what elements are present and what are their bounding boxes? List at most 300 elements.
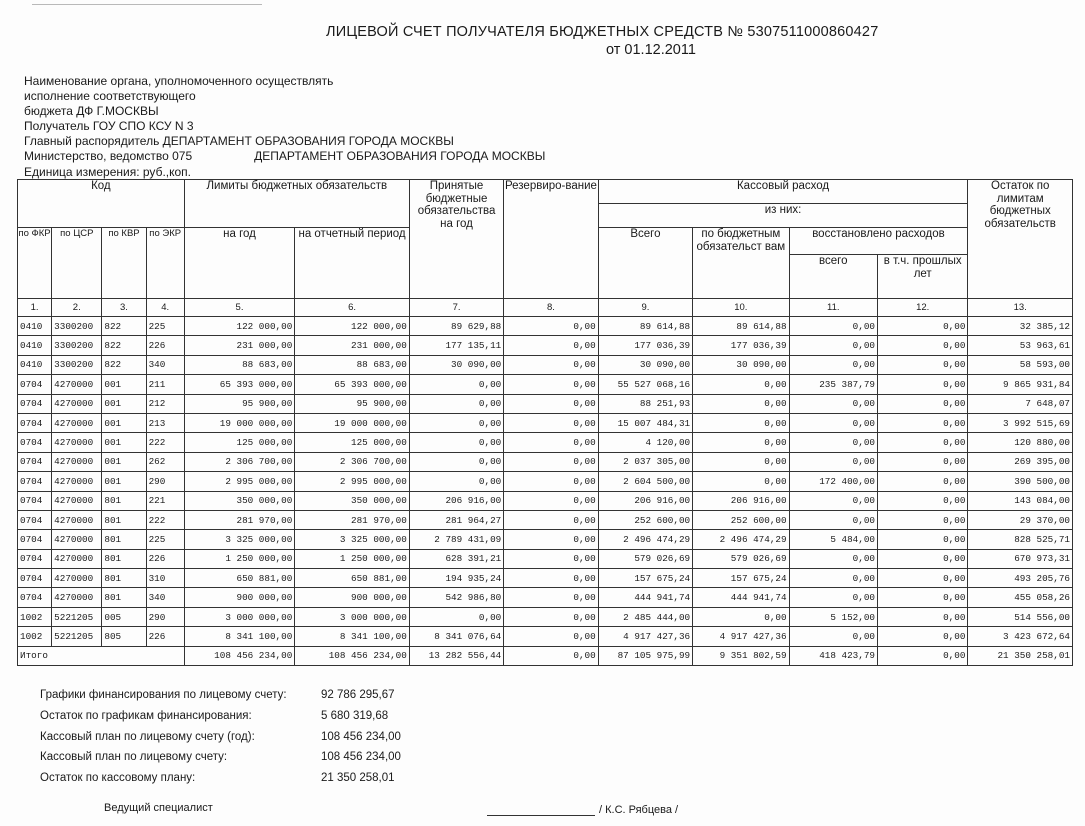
table-cell: 221 xyxy=(146,491,184,510)
column-number: 11. xyxy=(789,299,877,317)
total-cell: 108 456 234,00 xyxy=(295,646,410,665)
table-cell: 650 881,00 xyxy=(295,569,410,588)
table-cell: 0704 xyxy=(18,375,52,394)
total-cell: 418 423,79 xyxy=(789,646,877,665)
table-cell: 290 xyxy=(146,472,184,491)
table-cell: 122 000,00 xyxy=(184,317,295,336)
table-cell: 8 341 076,64 xyxy=(409,627,503,646)
table-cell: 0,00 xyxy=(877,607,967,626)
table-cell: 001 xyxy=(102,375,146,394)
table-cell: 2 037 305,00 xyxy=(598,452,692,471)
table-cell: 1 250 000,00 xyxy=(295,549,410,568)
table-cell: 206 916,00 xyxy=(409,491,503,510)
meta-line: бюджета ДФ Г.МОСКВЫ xyxy=(24,104,159,119)
table-cell: 0,00 xyxy=(504,355,598,374)
table-cell: 206 916,00 xyxy=(693,491,789,510)
table-cell: 822 xyxy=(102,336,146,355)
table-cell: 5221205 xyxy=(52,627,102,646)
header-accepted: Принятые бюджетные обязательства на год xyxy=(409,180,503,299)
table-row xyxy=(18,510,1073,529)
table-cell: 801 xyxy=(102,549,146,568)
table-cell: 4270000 xyxy=(52,394,102,413)
header-period: на отчетный период xyxy=(295,228,410,299)
table-cell: 0,00 xyxy=(789,627,877,646)
table-cell: 231 000,00 xyxy=(295,336,410,355)
table-cell: 493 205,76 xyxy=(968,569,1073,588)
header-kvr: по КВР xyxy=(102,228,146,299)
table-cell: 0704 xyxy=(18,530,52,549)
table-cell: 0,00 xyxy=(789,355,877,374)
header-of-them: из них: xyxy=(598,204,968,228)
table-cell: 001 xyxy=(102,394,146,413)
table-cell: 0,00 xyxy=(693,607,789,626)
table-cell: 0,00 xyxy=(789,317,877,336)
table-row xyxy=(18,627,1073,646)
table-cell: 0,00 xyxy=(877,530,967,549)
table-cell: 0704 xyxy=(18,472,52,491)
table-cell: 235 387,79 xyxy=(789,375,877,394)
table-cell: 8 341 100,00 xyxy=(184,627,295,646)
table-cell: 4 120,00 xyxy=(598,433,692,452)
table-cell: 2 306 700,00 xyxy=(295,452,410,471)
table-cell: 3 325 000,00 xyxy=(295,530,410,549)
table-cell: 828 525,71 xyxy=(968,530,1073,549)
header-fkr: по ФКР xyxy=(18,228,52,299)
table-cell: 0,00 xyxy=(693,452,789,471)
table-cell: 801 xyxy=(102,510,146,529)
header-ekr: по ЭКР xyxy=(146,228,184,299)
table-row xyxy=(18,588,1073,607)
table-cell: 88 251,93 xyxy=(598,394,692,413)
table-cell: 0,00 xyxy=(789,452,877,471)
header-code: Код xyxy=(18,180,185,228)
table-cell: 0,00 xyxy=(409,433,503,452)
total-cell: 21 350 258,01 xyxy=(968,646,1073,665)
table-cell: 177 036,39 xyxy=(598,336,692,355)
table-cell: 0,00 xyxy=(693,433,789,452)
table-cell: 579 026,69 xyxy=(693,549,789,568)
signer-position: Ведущий специалист xyxy=(104,802,213,814)
table-cell: 900 000,00 xyxy=(295,588,410,607)
table-cell: 177 135,11 xyxy=(409,336,503,355)
total-cell: 9 351 802,59 xyxy=(693,646,789,665)
ministry-label: Министерство, ведомство 075 xyxy=(24,149,193,164)
table-cell: 0410 xyxy=(18,355,52,374)
table-cell: 0,00 xyxy=(504,607,598,626)
table-cell: 65 393 000,00 xyxy=(295,375,410,394)
table-cell: 211 xyxy=(146,375,184,394)
table-cell: 4270000 xyxy=(52,510,102,529)
table-cell: 4270000 xyxy=(52,375,102,394)
total-row xyxy=(18,646,1073,665)
table-cell: 125 000,00 xyxy=(184,433,295,452)
table-cell: 0,00 xyxy=(877,375,967,394)
table-cell: 900 000,00 xyxy=(184,588,295,607)
table-cell: 0,00 xyxy=(504,336,598,355)
meta-line-ministry xyxy=(24,149,545,164)
table-cell: 3 423 672,64 xyxy=(968,627,1073,646)
table-cell: 0,00 xyxy=(877,336,967,355)
column-number: 5. xyxy=(184,299,295,317)
column-number-row xyxy=(18,299,1073,317)
table-cell: 4270000 xyxy=(52,452,102,471)
column-number: 7. xyxy=(409,299,503,317)
summary-value: 108 456 234,00 xyxy=(321,751,401,764)
table-cell: 0,00 xyxy=(409,472,503,491)
table-cell: 628 391,21 xyxy=(409,549,503,568)
table-cell: 0,00 xyxy=(789,588,877,607)
table-cell: 0,00 xyxy=(504,627,598,646)
table-cell: 212 xyxy=(146,394,184,413)
table-cell: 444 941,74 xyxy=(598,588,692,607)
table-cell: 0,00 xyxy=(504,433,598,452)
table-cell: 0,00 xyxy=(789,510,877,529)
table-cell: 005 xyxy=(102,607,146,626)
table-cell: 2 496 474,29 xyxy=(598,530,692,549)
table-cell: 3300200 xyxy=(52,317,102,336)
table-cell: 310 xyxy=(146,569,184,588)
table-cell: 0,00 xyxy=(877,491,967,510)
table-cell: 0,00 xyxy=(409,413,503,432)
summary-label: Остаток по графикам финансирования: xyxy=(40,709,252,722)
table-row xyxy=(18,569,1073,588)
summary-value: 5 680 319,68 xyxy=(321,709,389,722)
summary-value: 108 456 234,00 xyxy=(321,730,401,743)
table-cell: 0,00 xyxy=(789,336,877,355)
column-number: 8. xyxy=(504,299,598,317)
table-cell: 3 000 000,00 xyxy=(184,607,295,626)
total-cell: 0,00 xyxy=(504,646,598,665)
table-cell: 1002 xyxy=(18,607,52,626)
table-cell: 5221205 xyxy=(52,607,102,626)
column-number: 2. xyxy=(52,299,102,317)
summary-label: Кассовый план по лицевому счету (год): xyxy=(40,730,255,743)
table-cell: 15 007 484,31 xyxy=(598,413,692,432)
table-cell: 4270000 xyxy=(52,413,102,432)
header-restored: восстановлено расходов xyxy=(789,228,968,255)
table-cell: 269 395,00 xyxy=(968,452,1073,471)
header-total: Всего xyxy=(598,228,692,299)
table-cell: 4270000 xyxy=(52,433,102,452)
table-cell: 8 341 100,00 xyxy=(295,627,410,646)
table-cell: 4270000 xyxy=(52,549,102,568)
table-cell: 650 881,00 xyxy=(184,569,295,588)
summary-value: 92 786 295,67 xyxy=(321,689,395,701)
table-cell: 0,00 xyxy=(409,452,503,471)
table-cell: 0704 xyxy=(18,549,52,568)
header-csr: по ЦСР xyxy=(52,228,102,299)
table-cell: 0,00 xyxy=(504,530,598,549)
table-cell: 670 973,31 xyxy=(968,549,1073,568)
table-cell: 0,00 xyxy=(504,588,598,607)
table-cell: 801 xyxy=(102,569,146,588)
table-cell: 226 xyxy=(146,627,184,646)
table-cell: 213 xyxy=(146,413,184,432)
table-cell: 252 600,00 xyxy=(693,510,789,529)
table-cell: 262 xyxy=(146,452,184,471)
table-cell: 0,00 xyxy=(877,452,967,471)
total-cell: 13 282 556,44 xyxy=(409,646,503,665)
table-cell: 58 593,00 xyxy=(968,355,1073,374)
table-cell: 350 000,00 xyxy=(184,491,295,510)
table-cell: 514 556,00 xyxy=(968,607,1073,626)
table-cell: 125 000,00 xyxy=(295,433,410,452)
table-row xyxy=(18,355,1073,374)
table-cell: 0,00 xyxy=(504,413,598,432)
table-cell: 206 916,00 xyxy=(598,491,692,510)
table-cell: 281 970,00 xyxy=(184,510,295,529)
table-row xyxy=(18,530,1073,549)
table-cell: 0,00 xyxy=(789,569,877,588)
table-cell: 3 325 000,00 xyxy=(184,530,295,549)
table-cell: 222 xyxy=(146,510,184,529)
table-cell: 1002 xyxy=(18,627,52,646)
table-cell: 0,00 xyxy=(877,472,967,491)
table-row xyxy=(18,336,1073,355)
table-cell: 822 xyxy=(102,355,146,374)
table-cell: 2 496 474,29 xyxy=(693,530,789,549)
table-cell: 9 865 931,84 xyxy=(968,375,1073,394)
total-label: Итого xyxy=(18,646,185,665)
table-cell: 340 xyxy=(146,588,184,607)
table-cell: 0,00 xyxy=(877,549,967,568)
table-cell: 0,00 xyxy=(504,472,598,491)
table-cell: 65 393 000,00 xyxy=(184,375,295,394)
table-cell: 225 xyxy=(146,530,184,549)
table-cell: 0,00 xyxy=(789,549,877,568)
header-year: на год xyxy=(184,228,295,299)
table-cell: 542 986,80 xyxy=(409,588,503,607)
table-cell: 0,00 xyxy=(789,394,877,413)
signature-line xyxy=(487,815,595,816)
header-cash: Кассовый расход xyxy=(598,180,968,204)
summary-value: 21 350 258,01 xyxy=(321,772,395,785)
table-cell: 222 xyxy=(146,433,184,452)
table-row xyxy=(18,433,1073,452)
table-cell: 0410 xyxy=(18,336,52,355)
table-cell: 0,00 xyxy=(789,413,877,432)
table-cell: 29 370,00 xyxy=(968,510,1073,529)
table-cell: 0,00 xyxy=(877,569,967,588)
table-row xyxy=(18,491,1073,510)
table-cell: 390 500,00 xyxy=(968,472,1073,491)
meta-line: Наименование органа, уполномоченного осуществлять xyxy=(24,74,334,88)
table-cell: 801 xyxy=(102,491,146,510)
table-cell: 4 917 427,36 xyxy=(598,627,692,646)
table-cell: 177 036,39 xyxy=(693,336,789,355)
table-cell: 4270000 xyxy=(52,530,102,549)
table-cell: 4270000 xyxy=(52,588,102,607)
table-cell: 0,00 xyxy=(693,472,789,491)
table-cell: 143 084,00 xyxy=(968,491,1073,510)
table-cell: 7 648,07 xyxy=(968,394,1073,413)
table-cell: 0,00 xyxy=(693,394,789,413)
summary-label: Остаток по кассовому плану: xyxy=(40,772,196,785)
table-cell: 89 614,88 xyxy=(598,317,692,336)
header-remain: Остаток по лимитам бюджетных обязательств xyxy=(968,180,1073,299)
table-cell: 0,00 xyxy=(877,355,967,374)
table-cell: 0,00 xyxy=(693,375,789,394)
table-cell: 4270000 xyxy=(52,569,102,588)
table-body xyxy=(18,317,1073,647)
column-number: 3. xyxy=(102,299,146,317)
table-cell: 0410 xyxy=(18,317,52,336)
table-cell: 2 306 700,00 xyxy=(184,452,295,471)
meta-line: Получатель ГОУ СПО КСУ N 3 xyxy=(24,119,194,134)
meta-line: исполнение соответствующего xyxy=(24,89,196,104)
total-cell: 87 105 975,99 xyxy=(598,646,692,665)
table-row xyxy=(18,472,1073,491)
header-by-obligations: по бюджетным обязательст вам xyxy=(693,228,789,299)
table-cell: 172 400,00 xyxy=(789,472,877,491)
table-cell: 5 152,00 xyxy=(789,607,877,626)
table-cell: 226 xyxy=(146,336,184,355)
table-cell: 805 xyxy=(102,627,146,646)
column-number: 10. xyxy=(693,299,789,317)
table-cell: 0,00 xyxy=(877,413,967,432)
table-cell: 3 000 000,00 xyxy=(295,607,410,626)
table-cell: 0704 xyxy=(18,394,52,413)
table-row xyxy=(18,452,1073,471)
table-cell: 30 090,00 xyxy=(693,355,789,374)
account-table xyxy=(17,179,1073,666)
table-cell: 0,00 xyxy=(877,627,967,646)
table-row xyxy=(18,317,1073,336)
total-cell: 108 456 234,00 xyxy=(184,646,295,665)
document-date: от 01.12.2011 xyxy=(606,42,696,58)
table-cell: 455 058,26 xyxy=(968,588,1073,607)
document-title: ЛИЦЕВОЙ СЧЕТ ПОЛУЧАТЕЛЯ БЮДЖЕТНЫХ СРЕДСТВ № 5307511000860427 xyxy=(326,24,879,40)
table-cell: 157 675,24 xyxy=(693,569,789,588)
document-meta xyxy=(24,74,545,180)
table-cell: 3300200 xyxy=(52,355,102,374)
table-cell: 95 900,00 xyxy=(295,394,410,413)
table-cell: 0704 xyxy=(18,588,52,607)
header-limits: Лимиты бюджетных обязательств xyxy=(184,180,409,228)
column-number: 9. xyxy=(598,299,692,317)
table-cell: 1 250 000,00 xyxy=(184,549,295,568)
table-cell: 252 600,00 xyxy=(598,510,692,529)
table-cell: 290 xyxy=(146,607,184,626)
table-cell: 822 xyxy=(102,317,146,336)
table-cell: 0,00 xyxy=(789,491,877,510)
total-cell: 0,00 xyxy=(877,646,967,665)
table-cell: 2 995 000,00 xyxy=(295,472,410,491)
table-cell: 88 683,00 xyxy=(295,355,410,374)
table-cell: 0,00 xyxy=(504,452,598,471)
table-cell: 5 484,00 xyxy=(789,530,877,549)
table-cell: 0,00 xyxy=(877,317,967,336)
table-cell: 0704 xyxy=(18,433,52,452)
table-cell: 4270000 xyxy=(52,472,102,491)
table-cell: 801 xyxy=(102,588,146,607)
table-cell: 30 090,00 xyxy=(409,355,503,374)
table-cell: 4 917 427,36 xyxy=(693,627,789,646)
table-cell: 340 xyxy=(146,355,184,374)
table-cell: 579 026,69 xyxy=(598,549,692,568)
column-number: 6. xyxy=(295,299,410,317)
table-cell: 55 527 068,16 xyxy=(598,375,692,394)
table-cell: 0,00 xyxy=(877,394,967,413)
table-cell: 0,00 xyxy=(504,569,598,588)
table-cell: 0,00 xyxy=(504,317,598,336)
table-cell: 0,00 xyxy=(504,394,598,413)
column-number: 4. xyxy=(146,299,184,317)
column-number: 12. xyxy=(877,299,967,317)
meta-line: Главный распорядитель ДЕПАРТАМЕНТ ОБРАЗОВАНИЯ ГОРОДА МОСКВЫ xyxy=(24,134,454,149)
table-cell: 19 000 000,00 xyxy=(184,413,295,432)
table-cell: 2 604 500,00 xyxy=(598,472,692,491)
table-cell: 88 683,00 xyxy=(184,355,295,374)
table-cell: 89 614,88 xyxy=(693,317,789,336)
table-cell: 001 xyxy=(102,452,146,471)
table-cell: 0704 xyxy=(18,491,52,510)
summary-label: Графики финансирования по лицевому счету: xyxy=(40,689,287,701)
table-cell: 001 xyxy=(102,472,146,491)
table-cell: 0,00 xyxy=(504,510,598,529)
table-cell: 0,00 xyxy=(877,588,967,607)
table-cell: 350 000,00 xyxy=(295,491,410,510)
table-cell: 0,00 xyxy=(789,433,877,452)
table-row xyxy=(18,607,1073,626)
table-cell: 001 xyxy=(102,433,146,452)
signer-name: / К.С. Рябцева / xyxy=(599,804,679,816)
column-number: 1. xyxy=(18,299,52,317)
table-cell: 0704 xyxy=(18,510,52,529)
table-cell: 0704 xyxy=(18,569,52,588)
table-row xyxy=(18,394,1073,413)
header-reserve: Резервиро-вание xyxy=(504,180,598,299)
header-restored-prev: в т.ч. прошлых лет xyxy=(877,255,967,299)
table-cell: 0,00 xyxy=(504,491,598,510)
summary-label: Кассовый план по лицевому счету: xyxy=(40,751,228,764)
table-cell: 194 935,24 xyxy=(409,569,503,588)
table-cell: 122 000,00 xyxy=(295,317,410,336)
table-cell: 3 992 515,69 xyxy=(968,413,1073,432)
table-cell: 225 xyxy=(146,317,184,336)
table-cell: 0704 xyxy=(18,452,52,471)
table-cell: 0,00 xyxy=(504,549,598,568)
table-cell: 95 900,00 xyxy=(184,394,295,413)
table-cell: 19 000 000,00 xyxy=(295,413,410,432)
table-row xyxy=(18,375,1073,394)
table-cell: 281 970,00 xyxy=(295,510,410,529)
table-row xyxy=(18,413,1073,432)
table-cell: 231 000,00 xyxy=(184,336,295,355)
meta-line: Единица измерения: руб.,коп. xyxy=(24,164,191,179)
table-cell: 0,00 xyxy=(409,607,503,626)
table-cell: 0,00 xyxy=(877,510,967,529)
table-cell: 2 789 431,09 xyxy=(409,530,503,549)
table-cell: 2 995 000,00 xyxy=(184,472,295,491)
table-cell: 89 629,88 xyxy=(409,317,503,336)
table-cell: 0,00 xyxy=(504,375,598,394)
table-cell: 0,00 xyxy=(409,375,503,394)
table-cell: 30 090,00 xyxy=(598,355,692,374)
table-row xyxy=(18,549,1073,568)
table-cell: 0,00 xyxy=(693,413,789,432)
table-cell: 226 xyxy=(146,549,184,568)
scan-top-edge-line xyxy=(32,0,262,5)
header-restored-all: всего xyxy=(789,255,877,299)
table-cell: 0,00 xyxy=(409,394,503,413)
table-cell: 0,00 xyxy=(877,433,967,452)
table-cell: 444 941,74 xyxy=(693,588,789,607)
table-cell: 3300200 xyxy=(52,336,102,355)
table-cell: 32 385,12 xyxy=(968,317,1073,336)
table-cell: 281 964,27 xyxy=(409,510,503,529)
table-cell: 120 880,00 xyxy=(968,433,1073,452)
